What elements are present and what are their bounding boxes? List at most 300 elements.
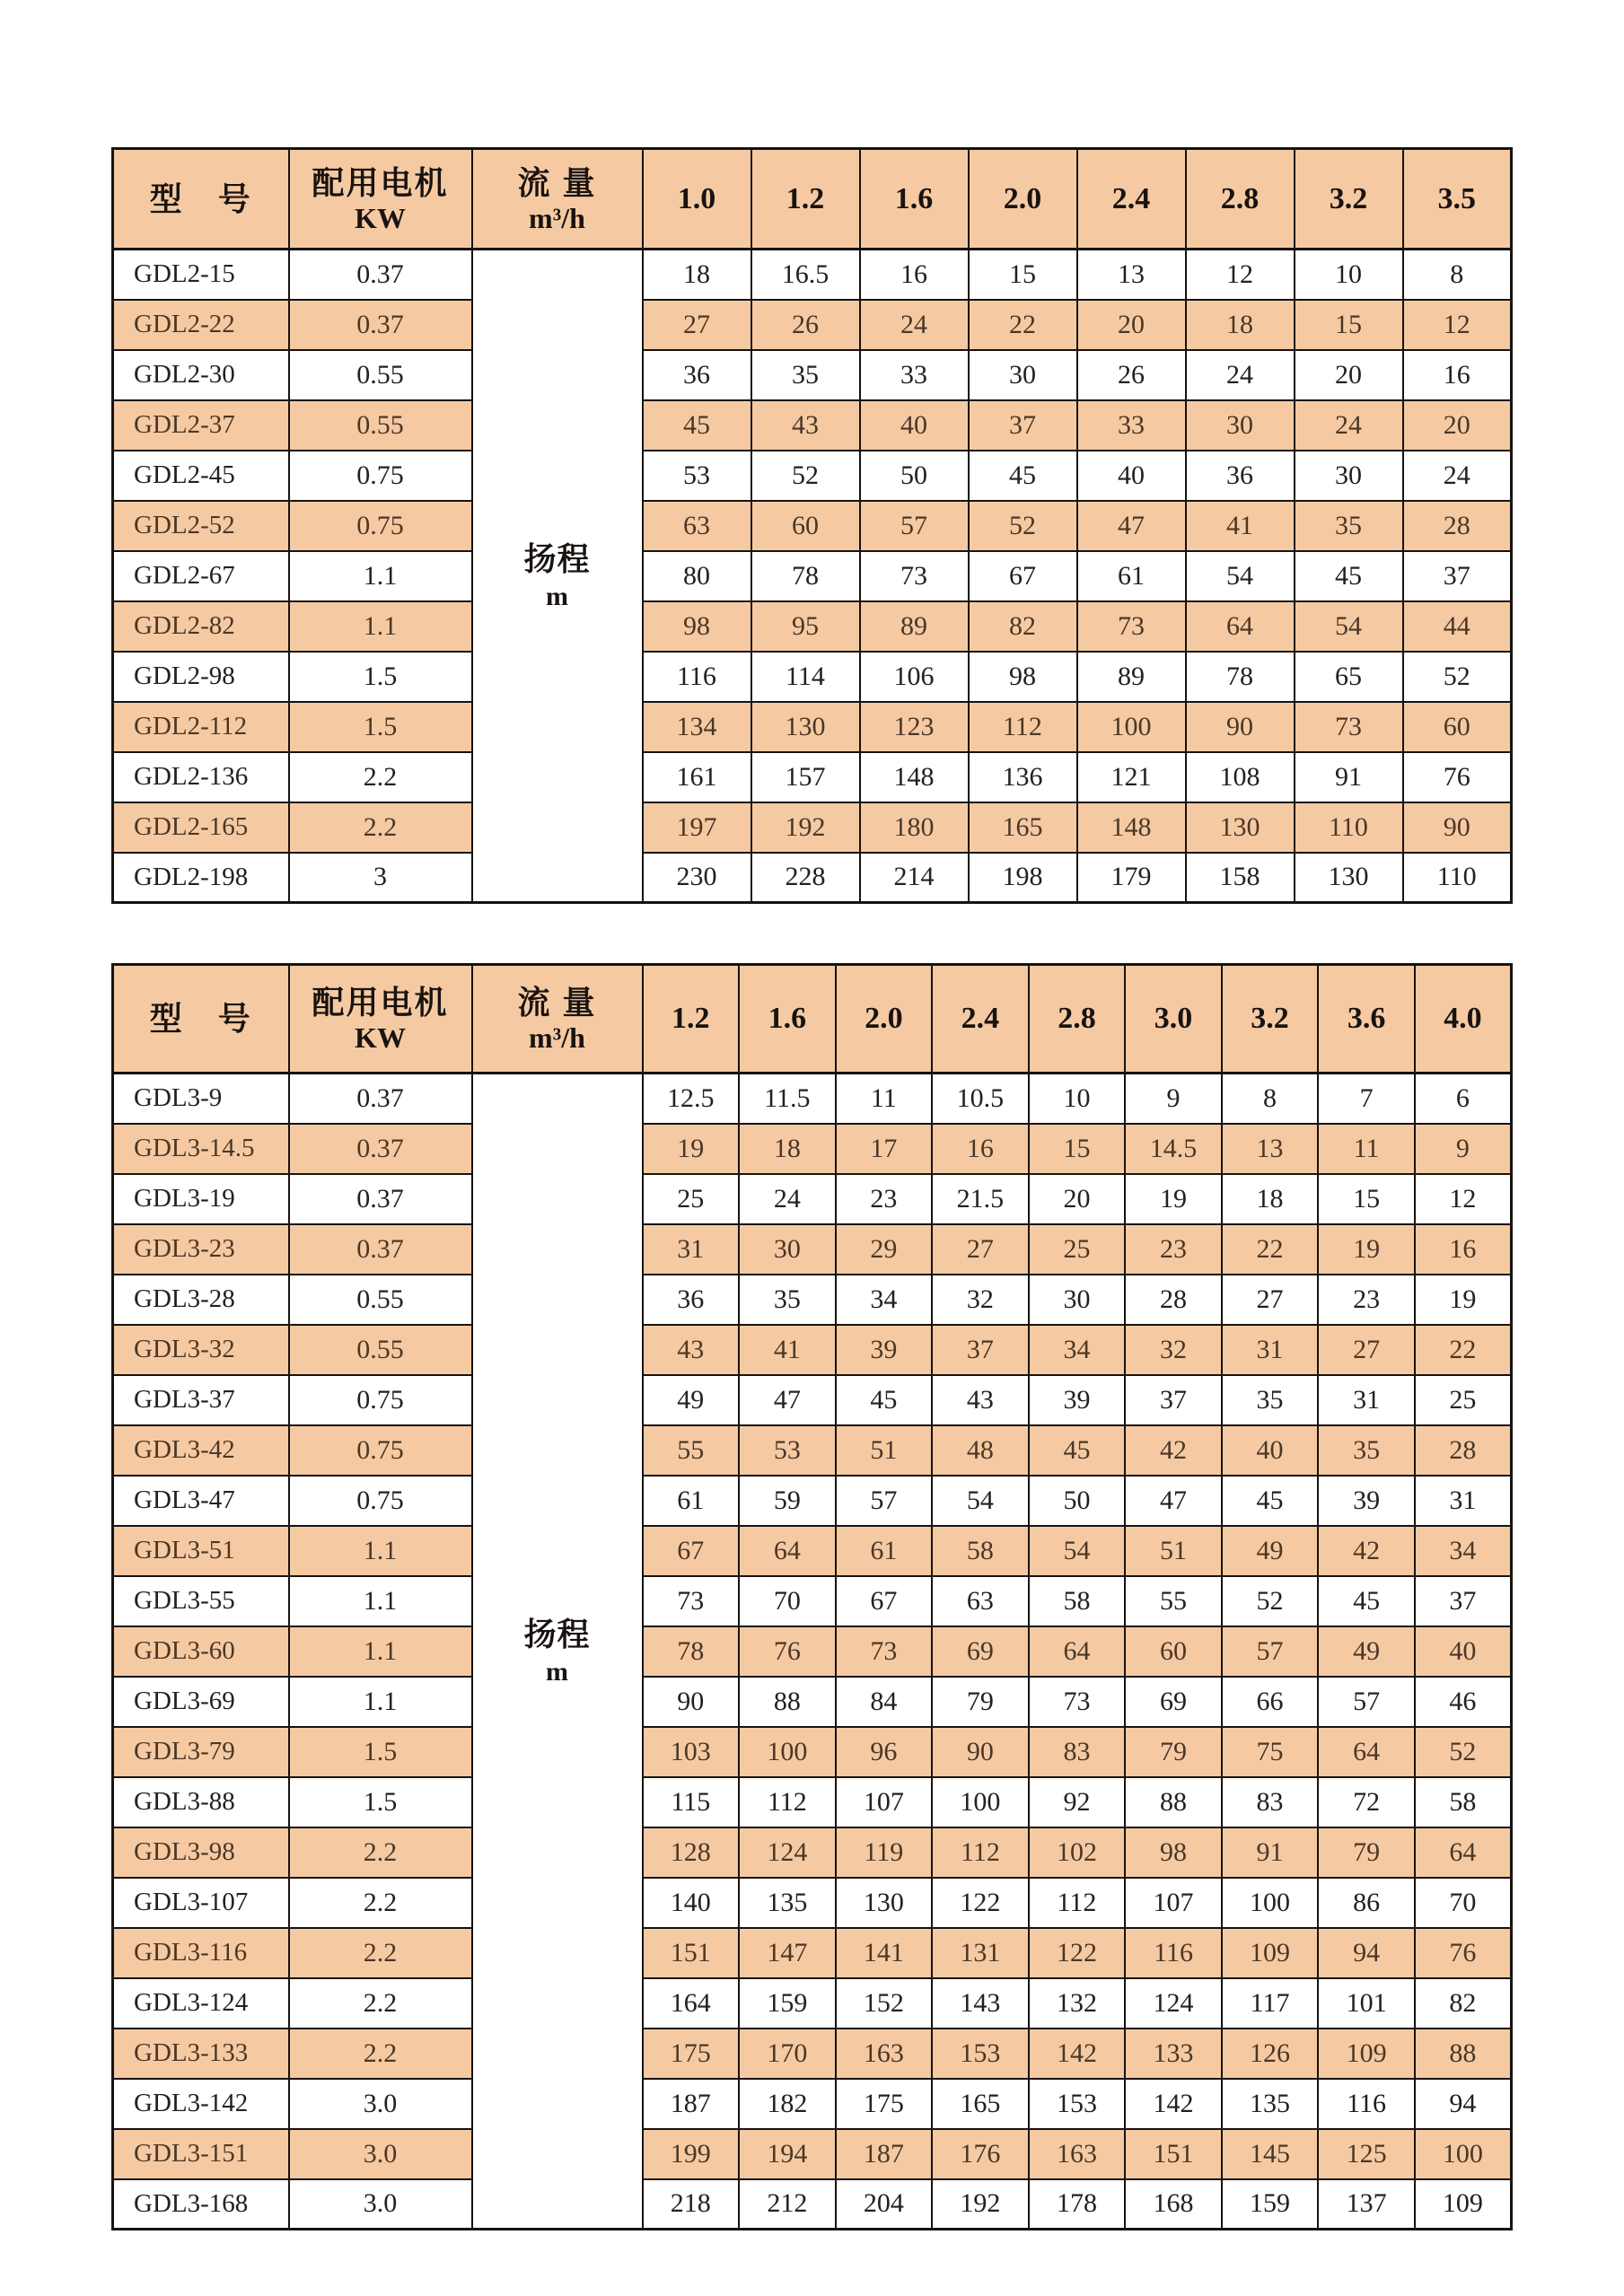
head-value-cell: 73 [836,1626,933,1677]
table-row [113,702,1512,752]
head-value-cell: 19 [643,1124,740,1174]
head-value-cell: 73 [860,551,969,601]
head-value-cell: 47 [739,1375,836,1425]
table-row [113,551,1512,601]
table-row [113,1476,1512,1526]
head-value-cell: 107 [836,1777,933,1827]
table-row [113,1526,1512,1576]
head-value-cell: 89 [860,601,969,652]
head-value-cell: 73 [1029,1677,1126,1727]
model-cell: GDL2-45 [113,451,289,501]
model-cell: GDL3-69 [113,1677,289,1727]
head-value-cell: 42 [1125,1425,1222,1476]
flow-rate-header: 2.8 [1029,965,1126,1074]
flow-header-unit: m³/h [529,201,585,234]
head-value-cell: 50 [1029,1476,1126,1526]
table-row [113,1978,1512,2029]
head-value-cell: 32 [1125,1325,1222,1375]
head-value-cell: 51 [1125,1526,1222,1576]
head-value-cell: 98 [969,652,1077,702]
head-value-cell: 39 [836,1325,933,1375]
head-value-cell: 112 [969,702,1077,752]
head-value-cell: 18 [643,250,751,300]
head-value-cell: 8 [1403,250,1512,300]
flow-header [472,965,643,1074]
flow-header-label: 流 量 [517,163,597,201]
head-value-cell: 37 [932,1325,1029,1375]
head-value-cell: 36 [643,1275,740,1325]
motor-cell: 3 [289,853,472,903]
head-value-cell: 89 [1077,652,1186,702]
flow-rate-header: 3.2 [1295,149,1403,250]
head-value-cell: 43 [643,1325,740,1375]
head-value-cell: 179 [1077,853,1186,903]
flow-rate-header: 2.0 [836,965,933,1074]
table-row [113,752,1512,802]
head-value-cell: 34 [1415,1526,1512,1576]
head-value-cell: 12 [1403,300,1512,350]
head-value-cell: 34 [1029,1325,1126,1375]
head-value-cell: 50 [860,451,969,501]
head-value-cell: 47 [1125,1476,1222,1526]
head-value-cell: 91 [1222,1827,1319,1878]
head-value-cell: 41 [739,1325,836,1375]
model-cell: GDL3-151 [113,2129,289,2179]
head-value-cell: 152 [836,1978,933,2029]
head-value-cell: 109 [1415,2179,1512,2230]
head-value-cell: 64 [1318,1727,1415,1777]
head-value-cell: 22 [969,300,1077,350]
head-value-cell: 136 [969,752,1077,802]
table-row [113,250,1512,300]
head-value-cell: 124 [739,1827,836,1878]
motor-cell: 0.75 [289,1476,472,1526]
head-value-cell: 100 [1077,702,1186,752]
head-value-cell: 67 [643,1526,740,1576]
flow-header-label: 流 量 [517,984,597,1021]
head-value-cell: 130 [836,1878,933,1928]
table-row [113,1777,1512,1827]
motor-header [289,149,472,250]
table-row [113,601,1512,652]
head-value-cell: 18 [1186,300,1295,350]
head-value-cell: 23 [836,1174,933,1224]
head-value-cell: 133 [1125,2029,1222,2079]
head-value-cell: 83 [1029,1727,1126,1777]
head-value-cell: 143 [932,1978,1029,2029]
head-value-cell: 54 [1295,601,1403,652]
head-value-cell: 110 [1295,802,1403,853]
head-value-cell: 45 [1318,1576,1415,1626]
head-value-cell: 19 [1318,1224,1415,1275]
head-value-cell: 24 [860,300,969,350]
head-value-cell: 176 [932,2129,1029,2179]
head-value-cell: 101 [1318,1978,1415,2029]
head-value-cell: 137 [1318,2179,1415,2230]
head-value-cell: 107 [1125,1878,1222,1928]
model-cell: GDL3-79 [113,1727,289,1777]
head-value-cell: 212 [739,2179,836,2230]
head-value-cell: 112 [739,1777,836,1827]
head-value-cell: 82 [969,601,1077,652]
head-value-cell: 78 [643,1626,740,1677]
table-row [113,1375,1512,1425]
head-value-cell: 141 [836,1928,933,1978]
head-value-cell: 199 [643,2129,740,2179]
head-value-cell: 52 [1403,652,1512,702]
head-value-cell: 115 [643,1777,740,1827]
head-value-cell: 66 [1222,1677,1319,1727]
head-value-cell: 98 [1125,1827,1222,1878]
table-row [113,2179,1512,2230]
head-label: 扬程 [523,1616,591,1653]
motor-cell: 1.5 [289,702,472,752]
model-cell: GDL3-37 [113,1375,289,1425]
model-cell: GDL3-19 [113,1174,289,1224]
head-value-cell: 45 [1295,551,1403,601]
head-value-cell: 15 [1295,300,1403,350]
head-value-cell: 34 [836,1275,933,1325]
head-value-cell: 91 [1295,752,1403,802]
motor-cell: 0.75 [289,1425,472,1476]
head-value-cell: 100 [1415,2129,1512,2179]
head-value-cell: 54 [932,1476,1029,1526]
head-value-cell: 69 [1125,1677,1222,1727]
head-value-cell: 147 [739,1928,836,1978]
table-row [113,2029,1512,2079]
head-value-cell: 20 [1403,400,1512,451]
flow-header-unit: m³/h [529,1021,585,1055]
flow-rate-header: 2.8 [1186,149,1295,250]
head-value-cell: 28 [1415,1425,1512,1476]
head-value-cell: 13 [1222,1124,1319,1174]
table-row [113,1576,1512,1626]
model-cell: GDL3-14.5 [113,1124,289,1174]
head-value-cell: 40 [1222,1425,1319,1476]
model-cell: GDL3-88 [113,1777,289,1827]
head-value-cell: 125 [1318,2129,1415,2179]
head-value-cell: 135 [739,1878,836,1928]
head-value-cell: 57 [1222,1626,1319,1677]
head-value-cell: 35 [1222,1375,1319,1425]
head-value-cell: 43 [751,400,860,451]
head-value-cell: 30 [1029,1275,1126,1325]
motor-cell: 1.5 [289,1777,472,1827]
head-value-cell: 16.5 [751,250,860,300]
head-value-cell: 16 [860,250,969,300]
head-value-cell: 28 [1403,501,1512,551]
table-row [113,1626,1512,1677]
head-value-cell: 159 [1222,2179,1319,2230]
head-value-cell: 27 [932,1224,1029,1275]
head-value-cell: 25 [643,1174,740,1224]
head-value-cell: 130 [1186,802,1295,853]
model-cell: GDL2-37 [113,400,289,451]
pump-table-gdl2 [111,147,1513,904]
head-value-cell: 86 [1318,1878,1415,1928]
head-value-cell: 30 [1295,451,1403,501]
head-value-cell: 228 [751,853,860,903]
head-value-cell: 79 [1125,1727,1222,1777]
head-value-cell: 12 [1186,250,1295,300]
head-value-cell: 80 [643,551,751,601]
motor-cell: 0.37 [289,1124,472,1174]
head-value-cell: 42 [1318,1526,1415,1576]
table-row [113,1275,1512,1325]
head-value-cell: 58 [932,1526,1029,1576]
head-value-cell: 37 [1403,551,1512,601]
head-value-cell: 65 [1295,652,1403,702]
head-value-cell: 19 [1415,1275,1512,1325]
head-value-cell: 45 [643,400,751,451]
head-value-cell: 35 [739,1275,836,1325]
head-value-cell: 108 [1186,752,1295,802]
flow-rate-header: 3.5 [1403,149,1512,250]
motor-cell: 2.2 [289,752,472,802]
head-value-cell: 88 [739,1677,836,1727]
head-value-cell: 48 [932,1425,1029,1476]
head-value-cell: 11 [1318,1124,1415,1174]
head-value-cell: 94 [1415,2079,1512,2129]
head-value-cell: 163 [1029,2129,1126,2179]
motor-cell: 2.2 [289,1978,472,2029]
head-value-cell: 49 [1222,1526,1319,1576]
head-value-cell: 76 [739,1626,836,1677]
head-value-cell: 10.5 [932,1074,1029,1124]
motor-header-label: 配用电机 [312,163,449,201]
flow-rate-header: 2.0 [969,149,1077,250]
head-value-cell: 170 [739,2029,836,2079]
head-value-cell: 102 [1029,1827,1126,1878]
head-value-cell: 40 [1077,451,1186,501]
head-value-cell: 54 [1029,1526,1126,1576]
head-value-cell: 44 [1403,601,1512,652]
head-value-cell: 187 [643,2079,740,2129]
head-value-cell: 153 [1029,2079,1126,2129]
head-value-cell: 67 [969,551,1077,601]
model-cell: GDL2-67 [113,551,289,601]
head-value-cell: 148 [1077,802,1186,853]
head-value-cell: 114 [751,652,860,702]
head-value-cell: 57 [860,501,969,551]
model-cell: GDL2-52 [113,501,289,551]
head-value-cell: 17 [836,1124,933,1174]
head-value-cell: 79 [1318,1827,1415,1878]
head-value-cell: 61 [643,1476,740,1526]
table-row [113,501,1512,551]
head-value-cell: 67 [836,1576,933,1626]
head-value-cell: 30 [739,1224,836,1275]
head-value-cell: 88 [1415,2029,1512,2079]
head-value-cell: 31 [643,1224,740,1275]
head-value-cell: 70 [1415,1878,1512,1928]
model-header [113,965,289,1074]
head-value-cell: 64 [739,1526,836,1576]
motor-cell: 0.37 [289,250,472,300]
head-value-cell: 60 [751,501,860,551]
head-value-cell: 116 [1318,2079,1415,2129]
head-value-cell: 123 [860,702,969,752]
head-value-cell: 109 [1318,2029,1415,2079]
head-value-cell: 20 [1077,300,1186,350]
model-cell: GDL2-136 [113,752,289,802]
head-value-cell: 88 [1125,1777,1222,1827]
table-row [113,400,1512,451]
model-cell: GDL3-98 [113,1827,289,1878]
head-value-cell: 60 [1403,702,1512,752]
head-value-cell: 164 [643,1978,740,2029]
model-cell: GDL2-30 [113,350,289,400]
model-cell: GDL3-32 [113,1325,289,1375]
head-value-cell: 23 [1125,1224,1222,1275]
head-value-cell: 15 [1029,1124,1126,1174]
motor-cell: 1.5 [289,652,472,702]
flow-rate-header: 2.4 [932,965,1029,1074]
header-row [113,965,1512,1074]
motor-cell: 0.37 [289,1174,472,1224]
head-value-cell: 92 [1029,1777,1126,1827]
head-value-cell: 79 [932,1677,1029,1727]
head-value-cell: 20 [1029,1174,1126,1224]
head-value-cell: 192 [751,802,860,853]
model-cell: GDL3-51 [113,1526,289,1576]
head-value-cell: 122 [932,1878,1029,1928]
head-value-cell: 142 [1125,2079,1222,2129]
head-value-cell: 100 [932,1777,1029,1827]
head-value-cell: 37 [969,400,1077,451]
head-value-cell: 106 [860,652,969,702]
head-value-cell: 49 [1318,1626,1415,1677]
head-value-cell: 46 [1415,1677,1512,1727]
head-value-cell: 11 [836,1074,933,1124]
motor-cell: 3.0 [289,2129,472,2179]
head-value-cell: 63 [643,501,751,551]
head-value-cell: 27 [1318,1325,1415,1375]
head-value-cell: 73 [643,1576,740,1626]
head-value-cell: 218 [643,2179,740,2230]
head-value-cell: 24 [1403,451,1512,501]
head-value-cell: 122 [1029,1928,1126,1978]
head-value-cell: 175 [836,2079,933,2129]
head-value-cell: 61 [836,1526,933,1576]
head-value-cell: 78 [751,551,860,601]
head-value-cell: 9 [1415,1124,1512,1174]
model-cell: GDL3-55 [113,1576,289,1626]
head-value-cell: 20 [1295,350,1403,400]
table-row [113,1174,1512,1224]
head-value-cell: 31 [1318,1375,1415,1425]
model-cell: GDL2-15 [113,250,289,300]
head-value-cell: 31 [1222,1325,1319,1375]
motor-cell: 2.2 [289,1928,472,1978]
motor-cell: 0.75 [289,501,472,551]
table-row [113,1074,1512,1124]
model-cell: GDL3-9 [113,1074,289,1124]
head-value-cell: 214 [860,853,969,903]
head-value-cell: 57 [836,1476,933,1526]
head-value-cell: 98 [643,601,751,652]
head-value-cell: 25 [1415,1375,1512,1425]
head-value-cell: 45 [969,451,1077,501]
head-value-cell: 110 [1403,853,1512,903]
head-value-cell: 168 [1125,2179,1222,2230]
table-row [113,2079,1512,2129]
head-value-cell: 41 [1186,501,1295,551]
motor-cell: 1.1 [289,1526,472,1576]
table-row [113,1124,1512,1174]
head-value-cell: 76 [1415,1928,1512,1978]
motor-cell: 0.37 [289,300,472,350]
head-value-cell: 90 [643,1677,740,1727]
head-value-cell: 78 [1186,652,1295,702]
head-value-cell: 6 [1415,1074,1512,1124]
head-value-cell: 25 [1029,1224,1126,1275]
motor-header-unit: KW [355,1021,406,1055]
head-value-cell: 124 [1125,1978,1222,2029]
flow-rate-header: 1.2 [643,965,740,1074]
head-value-cell: 33 [860,350,969,400]
model-cell: GDL2-112 [113,702,289,752]
flow-rate-header: 1.6 [739,965,836,1074]
head-value-cell: 39 [1318,1476,1415,1526]
model-cell: GDL3-124 [113,1978,289,2029]
flow-rate-header: 1.6 [860,149,969,250]
head-value-cell: 109 [1222,1928,1319,1978]
head-value-cell: 128 [643,1827,740,1878]
table-row [113,1928,1512,1978]
motor-cell: 0.55 [289,1275,472,1325]
head-value-cell: 64 [1415,1827,1512,1878]
head-value-cell: 117 [1222,1978,1319,2029]
motor-cell: 1.1 [289,1626,472,1677]
head-value-cell: 63 [932,1576,1029,1626]
model-header-label cn: 型 号 [149,180,252,217]
head-value-cell: 100 [1222,1878,1319,1928]
head-value-cell: 126 [1222,2029,1319,2079]
head-value-cell: 90 [1403,802,1512,853]
head-value-cell: 21.5 [932,1174,1029,1224]
head-value-cell: 198 [969,853,1077,903]
head-value-cell: 24 [1295,400,1403,451]
table-row [113,1677,1512,1727]
head-value-cell: 15 [1318,1174,1415,1224]
model-cell: GDL2-165 [113,802,289,853]
head-value-cell: 131 [932,1928,1029,1978]
head-value-cell: 151 [1125,2129,1222,2179]
head-value-cell: 12 [1415,1174,1512,1224]
model-cell: GDL3-142 [113,2079,289,2129]
flow-rate-header: 4.0 [1415,965,1512,1074]
flow-rate-header: 2.4 [1077,149,1186,250]
motor-cell: 3.0 [289,2179,472,2230]
head-value-cell: 16 [932,1124,1029,1174]
head-value-cell: 197 [643,802,751,853]
table-row [113,652,1512,702]
head-value-cell: 134 [643,702,751,752]
motor-cell: 2.2 [289,2029,472,2079]
head-value-cell: 45 [1222,1476,1319,1526]
head-value-cell: 61 [1077,551,1186,601]
head-value-cell: 9 [1125,1074,1222,1124]
head-value-cell: 23 [1318,1275,1415,1325]
head-value-cell: 39 [1029,1375,1126,1425]
head-merged-cell [472,250,643,903]
head-value-cell: 83 [1222,1777,1319,1827]
head-value-cell: 142 [1029,2029,1126,2079]
head-value-cell: 178 [1029,2179,1126,2230]
table-row [113,2129,1512,2179]
head-value-cell: 175 [643,2029,740,2079]
